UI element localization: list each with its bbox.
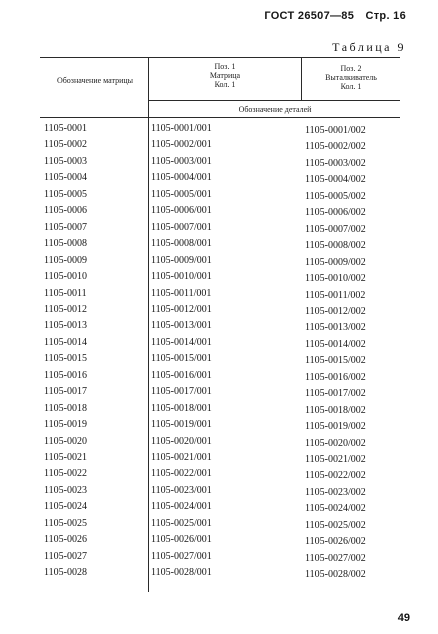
matrix-designation-cell: 1105-0023 (44, 485, 87, 496)
ejector-part-cell: 1105-0010/002 (305, 273, 366, 284)
matrix-part-cell: 1105-0025/001 (151, 518, 212, 529)
standard-number: ГОСТ 26507—85 (264, 10, 355, 22)
matrix-part-cell: 1105-0024/001 (151, 501, 212, 512)
matrix-part-cell: 1105-0019/001 (151, 419, 212, 430)
matrix-designation-cell: 1105-0006 (44, 205, 87, 216)
page-number: 49 (397, 612, 410, 624)
matrix-part-cell: 1105-0015/001 (151, 353, 212, 364)
ejector-part-cell: 1105-0015/002 (305, 355, 366, 366)
matrix-part-cell: 1105-0004/001 (151, 172, 212, 183)
matrix-part-cell: 1105-0009/001 (151, 255, 212, 266)
column-divider-1 (148, 57, 149, 592)
ejector-part-cell: 1105-0013/002 (305, 322, 366, 333)
matrix-designation-cell: 1105-0005 (44, 189, 87, 200)
col-header-position-1 (150, 62, 300, 89)
matrix-part-cell: 1105-0006/001 (151, 205, 212, 216)
matrix-designation-cell: 1105-0010 (44, 271, 87, 282)
ejector-part-cell: 1105-0017/002 (305, 388, 366, 399)
header-bottom-border (40, 117, 400, 118)
matrix-part-cell: 1105-0026/001 (151, 534, 212, 545)
ejector-part-cell: 1105-0020/002 (305, 438, 366, 449)
ejector-part-cell: 1105-0028/002 (305, 569, 366, 580)
page-header (264, 10, 406, 22)
matrix-designation-cell: 1105-0018 (44, 403, 87, 414)
matrix-part-cell: 1105-0017/001 (151, 386, 212, 397)
col-header-position-2-line2: Выталкиватель (325, 73, 377, 82)
matrix-designation-cell: 1105-0022 (44, 468, 87, 479)
ejector-part-cell: 1105-0025/002 (305, 520, 366, 531)
subheader-part-designation: Обозначение деталей (238, 105, 312, 114)
ejector-part-cell: 1105-0007/002 (305, 224, 366, 235)
matrix-part-cell: 1105-0001/001 (151, 123, 212, 134)
col-header-position-1-line2: Матрица (209, 71, 241, 80)
matrix-designation-cell: 1105-0028 (44, 567, 87, 578)
matrix-designation-cell: 1105-0021 (44, 452, 87, 463)
matrix-part-cell: 1105-0010/001 (151, 271, 212, 282)
ejector-part-cell: 1105-0026/002 (305, 536, 366, 547)
ejector-part-cell: 1105-0003/002 (305, 158, 366, 169)
matrix-part-cell: 1105-0013/001 (151, 320, 212, 331)
matrix-designation-cell: 1105-0019 (44, 419, 87, 430)
ejector-part-cell: 1105-0019/002 (305, 421, 366, 432)
col-header-position-1-line3: Кол. 1 (214, 80, 236, 89)
ejector-part-cell: 1105-0022/002 (305, 470, 366, 481)
table-top-border (40, 57, 400, 58)
matrix-designation-cell: 1105-0003 (44, 156, 87, 167)
matrix-designation-cell: 1105-0025 (44, 518, 87, 529)
matrix-designation-cell: 1105-0014 (44, 337, 87, 348)
matrix-designation-cell: 1105-0013 (44, 320, 87, 331)
col-header-position-2-line3: Кол. 1 (340, 82, 362, 91)
matrix-designation-cell: 1105-0008 (44, 238, 87, 249)
matrix-designation-cell: 1105-0020 (44, 436, 87, 447)
matrix-part-cell: 1105-0020/001 (151, 436, 212, 447)
matrix-designation-cell: 1105-0017 (44, 386, 87, 397)
matrix-designation-cell: 1105-0027 (44, 551, 87, 562)
matrix-part-cell: 1105-0018/001 (151, 403, 212, 414)
ejector-part-cell: 1105-0005/002 (305, 191, 366, 202)
ejector-part-cell: 1105-0006/002 (305, 207, 366, 218)
subheader-top-border (148, 100, 400, 101)
matrix-part-cell: 1105-0005/001 (151, 189, 212, 200)
matrix-designation-cell: 1105-0016 (44, 370, 87, 381)
ejector-part-cell: 1105-0018/002 (305, 405, 366, 416)
matrix-part-cell: 1105-0012/001 (151, 304, 212, 315)
matrix-part-cell: 1105-0022/001 (151, 468, 212, 479)
page-reference: Стр. 16 (365, 10, 406, 22)
ejector-part-cell: 1105-0016/002 (305, 372, 366, 383)
col-header-position-2-line1: Поз. 2 (340, 64, 362, 73)
ejector-part-cell: 1105-0014/002 (305, 339, 366, 350)
ejector-part-cell: 1105-0004/002 (305, 174, 366, 185)
col-header-position-1-line1: Поз. 1 (214, 62, 236, 71)
matrix-part-cell: 1105-0008/001 (151, 238, 212, 249)
ejector-part-cell: 1105-0027/002 (305, 553, 366, 564)
matrix-designation-cell: 1105-0002 (44, 139, 87, 150)
ejector-part-cell: 1105-0011/002 (305, 290, 366, 301)
matrix-part-cell: 1105-0002/001 (151, 139, 212, 150)
matrix-part-cell: 1105-0011/001 (151, 288, 212, 299)
matrix-part-cell: 1105-0003/001 (151, 156, 212, 167)
matrix-designation-cell: 1105-0026 (44, 534, 87, 545)
ejector-part-cell: 1105-0012/002 (305, 306, 366, 317)
ejector-part-cell: 1105-0002/002 (305, 141, 366, 152)
ejector-part-cell: 1105-0024/002 (305, 503, 366, 514)
matrix-designation-cell: 1105-0015 (44, 353, 87, 364)
matrix-designation-cell: 1105-0007 (44, 222, 87, 233)
matrix-part-cell: 1105-0021/001 (151, 452, 212, 463)
matrix-designation-cell: 1105-0009 (44, 255, 87, 266)
ejector-part-cell: 1105-0001/002 (305, 125, 366, 136)
matrix-part-cell: 1105-0027/001 (151, 551, 212, 562)
matrix-part-cell: 1105-0007/001 (151, 222, 212, 233)
ejector-part-cell: 1105-0021/002 (305, 454, 366, 465)
matrix-designation-cell: 1105-0012 (44, 304, 87, 315)
ejector-part-cell: 1105-0008/002 (305, 240, 366, 251)
matrix-part-cell: 1105-0023/001 (151, 485, 212, 496)
table-caption: Таблица 9 (332, 40, 406, 54)
matrix-part-cell: 1105-0014/001 (151, 337, 212, 348)
ejector-part-cell: 1105-0023/002 (305, 487, 366, 498)
col-header-matrix-designation: Обозначение матрицы (56, 76, 134, 85)
matrix-part-cell: 1105-0016/001 (151, 370, 212, 381)
ejector-part-cell: 1105-0009/002 (305, 257, 366, 268)
matrix-designation-cell: 1105-0004 (44, 172, 87, 183)
col-header-position-2 (302, 64, 400, 91)
matrix-designation-cell: 1105-0011 (44, 288, 87, 299)
matrix-designation-cell: 1105-0024 (44, 501, 87, 512)
matrix-part-cell: 1105-0028/001 (151, 567, 212, 578)
matrix-designation-cell: 1105-0001 (44, 123, 87, 134)
